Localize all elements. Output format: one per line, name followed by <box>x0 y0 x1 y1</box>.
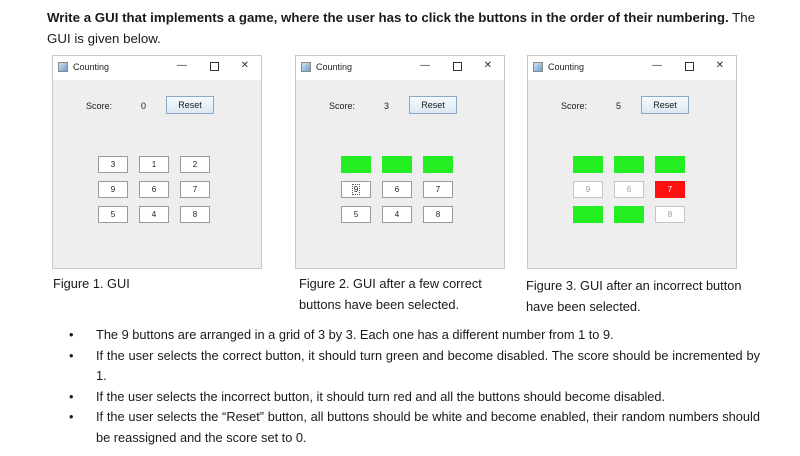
intro-rest-text: The GUI is given below. <box>47 10 756 46</box>
number-button-label: 5 <box>353 210 359 219</box>
number-button-label: 7 <box>192 185 198 194</box>
window-titlebar <box>53 56 261 80</box>
number-button-label: 8 <box>667 210 673 219</box>
number-button-label: 4 <box>151 210 157 219</box>
number-button-label: 9 <box>353 185 359 194</box>
number-button-label: 8 <box>192 210 198 219</box>
reset-button[interactable]: Reset <box>409 96 457 114</box>
number-button[interactable] <box>98 156 128 173</box>
number-button[interactable] <box>180 206 210 223</box>
maximize-icon[interactable] <box>685 60 694 74</box>
maximize-icon[interactable] <box>453 60 462 74</box>
number-button-label: 1 <box>151 160 157 169</box>
number-button-label: 6 <box>626 185 632 194</box>
number-button[interactable] <box>655 181 685 198</box>
number-button[interactable] <box>573 181 603 198</box>
number-button[interactable] <box>423 206 453 223</box>
number-button-label: 6 <box>394 185 400 194</box>
score-value: 5 <box>616 101 622 111</box>
window-titlebar <box>296 56 504 80</box>
java-app-icon <box>301 62 311 72</box>
java-app-icon <box>58 62 68 72</box>
number-button[interactable] <box>180 181 210 198</box>
number-button-label: 9 <box>585 185 591 194</box>
list-item: • If the user selects the incorrect button, it should turn red and all the buttons should become disabled. <box>55 387 760 408</box>
number-button[interactable] <box>341 156 371 173</box>
number-button-label: 5 <box>110 210 116 219</box>
number-button[interactable] <box>341 206 371 223</box>
list-item: • If the user selects the “Reset” button, all buttons should be white and become enabled, their random numbers should be reassigned and the score set to 0. <box>69 409 760 445</box>
number-button-label: 6 <box>151 185 157 194</box>
number-button[interactable] <box>655 156 685 173</box>
number-button[interactable] <box>382 181 412 198</box>
number-button-label: 7 <box>435 185 441 194</box>
window-title: Counting <box>548 62 585 72</box>
close-icon[interactable]: ✕ <box>240 60 249 71</box>
number-button[interactable] <box>139 181 169 198</box>
score-value: 0 <box>141 101 147 111</box>
list-item: • If the user selects the correct button, it should turn green and become disabled. The score should be incremented by 1. <box>69 347 760 383</box>
close-icon[interactable]: ✕ <box>483 60 492 71</box>
bullet-icon: • <box>69 409 74 424</box>
window-title: Counting <box>73 62 110 72</box>
number-button[interactable] <box>98 206 128 223</box>
score-label: Score: <box>86 101 113 111</box>
number-button[interactable] <box>614 206 644 223</box>
counting-window-3 <box>527 55 737 269</box>
window-titlebar <box>528 56 736 80</box>
number-button[interactable] <box>573 206 603 223</box>
number-button-label: 3 <box>110 160 116 169</box>
number-button[interactable] <box>382 206 412 223</box>
minimize-icon[interactable]: — <box>652 60 662 71</box>
number-button-label: 7 <box>667 185 673 194</box>
number-button[interactable] <box>423 156 453 173</box>
figure-1-caption: Figure 1. GUI <box>53 276 130 291</box>
number-button[interactable] <box>139 156 169 173</box>
score-label: Score: <box>329 101 356 111</box>
maximize-icon[interactable] <box>210 60 219 74</box>
counting-window-2 <box>295 55 505 269</box>
minimize-icon[interactable]: — <box>420 60 430 71</box>
list-item: • The 9 buttons are arranged in a grid of 3 by 3. Each one has a different number from 1 to 9. <box>55 325 760 346</box>
counting-window-1 <box>52 55 262 269</box>
figure-3-caption: Figure 3. GUI after an incorrect button have been selected. <box>526 278 742 314</box>
score-label: Score: <box>561 101 588 111</box>
reset-button[interactable]: Reset <box>166 96 214 114</box>
intro-paragraph <box>47 7 767 49</box>
number-button[interactable] <box>341 181 371 198</box>
number-button[interactable] <box>573 156 603 173</box>
requirements-list <box>55 325 760 448</box>
intro-bold-text: Write a GUI that implements a game, where the user has to click the buttons in the order of their numbering. <box>47 10 729 25</box>
bullet-icon: • <box>69 327 74 342</box>
java-app-icon <box>533 62 543 72</box>
number-button[interactable] <box>423 181 453 198</box>
score-value: 3 <box>384 101 390 111</box>
number-button-label: 2 <box>192 160 198 169</box>
bullet-icon: • <box>69 347 74 363</box>
number-button[interactable] <box>139 206 169 223</box>
number-button-label: 8 <box>435 210 441 219</box>
number-button[interactable] <box>614 181 644 198</box>
number-button-label: 9 <box>110 185 116 194</box>
number-button[interactable] <box>98 181 128 198</box>
number-button[interactable] <box>655 206 685 223</box>
window-title: Counting <box>316 62 353 72</box>
minimize-icon[interactable]: — <box>177 60 187 71</box>
close-icon[interactable]: ✕ <box>715 60 724 71</box>
reset-button[interactable]: Reset <box>641 96 689 114</box>
figure-2-caption: Figure 2. GUI after a few correct buttons have been selected. <box>299 276 482 312</box>
number-button-label: 4 <box>394 210 400 219</box>
number-button[interactable] <box>382 156 412 173</box>
number-button[interactable] <box>180 156 210 173</box>
number-button[interactable] <box>614 156 644 173</box>
bullet-icon: • <box>69 388 74 404</box>
